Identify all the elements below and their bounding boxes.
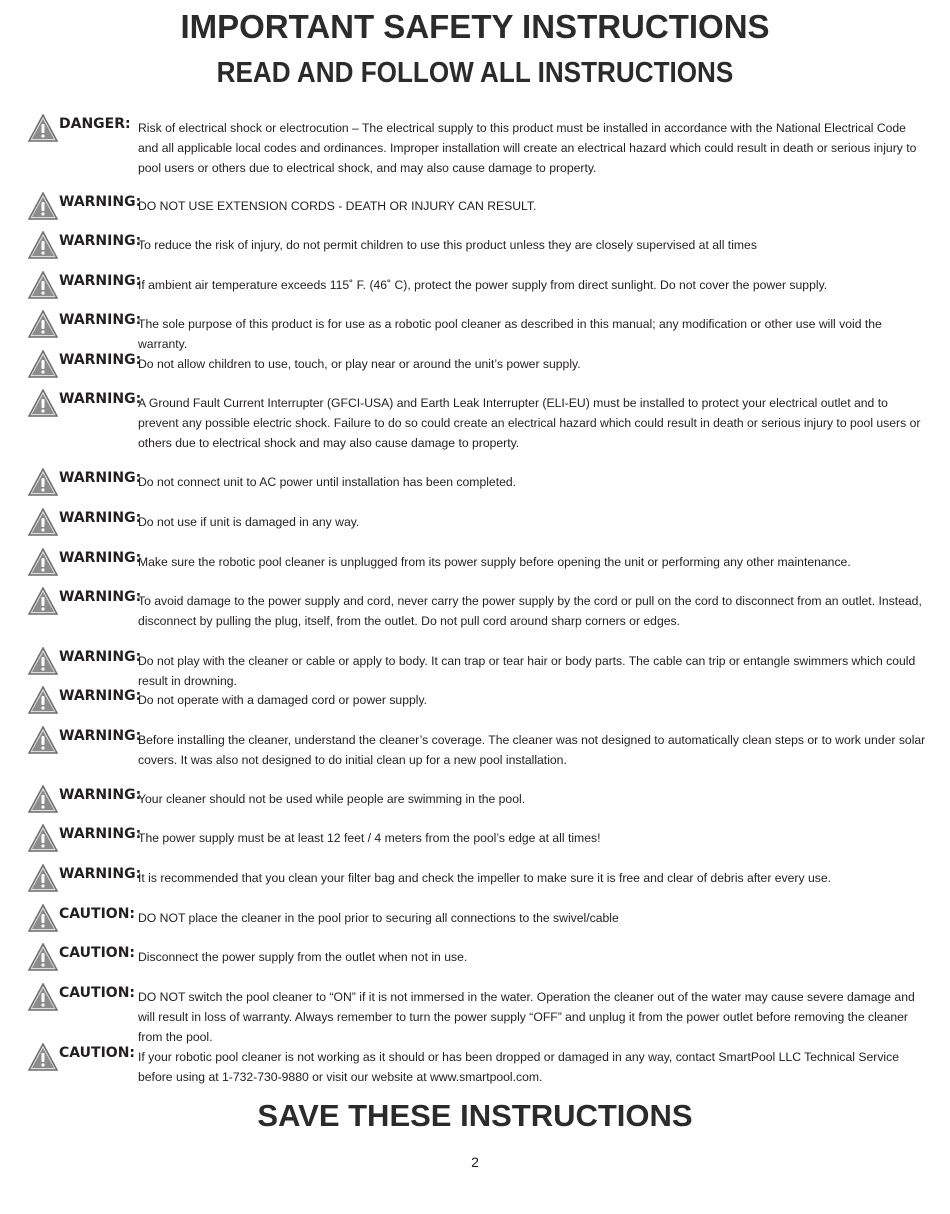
notice-text: Do not use if unit is damaged in any way. <box>138 515 360 529</box>
notice-label: CAUTION: <box>59 945 136 961</box>
warning-triangle-icon <box>28 310 58 338</box>
notice-text: Disconnect the power supply from the outlet when not in use. <box>138 950 468 964</box>
notice-label: WARNING: <box>59 194 142 210</box>
notice-text: Do not allow children to use, touch, or play near or around the unit’s power supply. <box>138 357 581 371</box>
warning-triangle-icon <box>28 726 58 754</box>
notice-label: WARNING: <box>59 391 142 407</box>
warning-triangle-icon <box>28 271 58 299</box>
notice-text: The sole purpose of this product is for use as a robotic pool cleaner as described in this manual; any modification or other use will void the warranty. <box>138 317 882 351</box>
notice-text: DO NOT place the cleaner in the pool prior to securing all connections to the swivel/cable <box>138 911 619 925</box>
warning-triangle-icon <box>28 904 58 932</box>
warning-triangle-icon <box>28 686 58 714</box>
warning-triangle-icon <box>28 114 58 142</box>
notice-label: CAUTION: <box>59 906 136 922</box>
notice-label: DANGER: <box>59 116 131 132</box>
notice-label: CAUTION: <box>59 985 136 1001</box>
warning-triangle-icon <box>28 192 58 220</box>
save-instructions-heading: SAVE THESE INSTRUCTIONS <box>257 1098 693 1133</box>
notice-label: WARNING: <box>59 787 142 803</box>
notice-label: WARNING: <box>59 273 142 289</box>
warning-triangle-icon <box>28 824 58 852</box>
notice-text: To reduce the risk of injury, do not permit children to use this product unless they are closely supervised at all times <box>138 238 757 252</box>
page-subtitle: READ AND FOLLOW ALL INSTRUCTIONS <box>216 57 734 89</box>
notice-label: WARNING: <box>59 233 142 249</box>
warning-triangle-icon <box>28 983 58 1011</box>
notice-label: WARNING: <box>59 826 142 842</box>
notice-label: CAUTION: <box>59 1045 136 1061</box>
warning-triangle-icon <box>28 943 58 971</box>
notice-text: Before installing the cleaner, understand the cleaner’s coverage. The cleaner was not designed to automatically clean steps or to work under solar covers. It was also not designed to do initial clean up for a new pool installation. <box>138 733 926 767</box>
notice-text: If ambient air temperature exceeds 115˚ F. (46˚ C), protect the power supply from direct sunlight. Do not cover the power supply. <box>138 278 828 292</box>
notice-text: Make sure the robotic pool cleaner is unplugged from its power supply before opening the unit or performing any other maintenance. <box>138 555 851 569</box>
warning-triangle-icon <box>28 647 58 675</box>
warning-triangle-icon <box>28 468 58 496</box>
warning-triangle-icon <box>28 1043 58 1071</box>
notice-label: WARNING: <box>59 312 142 328</box>
notice-text: Risk of electrical shock or electrocution – The electrical supply to this product must be installed in accordance with the National Electrical Code and all applicable local codes and ordinances. Improper installation will create an electrical hazard which could result in death or serious injury to pool users or others due to electrical shock, and may also cause damage to property. <box>138 121 917 175</box>
notice-text: DO NOT USE EXTENSION CORDS - DEATH OR INJURY CAN RESULT. <box>138 199 537 213</box>
warning-triangle-icon <box>28 389 58 417</box>
notice-text: To avoid damage to the power supply and cord, never carry the power supply by the cord or pull on the cord to disconnect from an outlet. Instead, disconnect by pulling the plug, itself, from the outlet. Do not pull cord around sharp corners or edges. <box>138 594 922 628</box>
warning-triangle-icon <box>28 548 58 576</box>
notice-text: Do not play with the cleaner or cable or apply to body. It can trap or tear hair or body parts. The cable can trip or entangle swimmers which could result in drowning. <box>138 654 916 688</box>
warning-triangle-icon <box>28 587 58 615</box>
notice-text: The power supply must be at least 12 feet / 4 meters from the pool’s edge at all times! <box>138 831 601 845</box>
warning-triangle-icon <box>28 350 58 378</box>
notice-label: WARNING: <box>59 510 142 526</box>
notice-text: A Ground Fault Current Interrupter (GFCI-USA) and Earth Leak Interrupter (ELI-EU) must be installed to protect your electrical outlet and to prevent any possible electric shock. Failure to do so could create an electrical hazard which could result in death or serious injury to pool users or others due to electrical shock and may also cause damage to property. <box>138 396 921 450</box>
warning-triangle-icon <box>28 785 58 813</box>
notice-label: WARNING: <box>59 550 142 566</box>
notice-text: Do not connect unit to AC power until installation has been completed. <box>138 475 517 489</box>
notice-label: WARNING: <box>59 866 142 882</box>
notice-text: Your cleaner should not be used while people are swimming in the pool. <box>138 792 526 806</box>
warning-triangle-icon <box>28 864 58 892</box>
notice-label: WARNING: <box>59 728 142 744</box>
notice-text: If your robotic pool cleaner is not working as it should or has been dropped or damaged in any way, contact SmartPool LLC Technical Service before using at 1-732-730-9880 or visit our website at www.smartpool.com. <box>138 1050 900 1084</box>
notice-label: WARNING: <box>59 688 142 704</box>
warning-triangle-icon <box>28 508 58 536</box>
notice-text: It is recommended that you clean your filter bag and check the impeller to make sure it is free and clear of debris after every use. <box>138 871 831 885</box>
notice-label: WARNING: <box>59 352 142 368</box>
page-number: 2 <box>471 1154 479 1170</box>
notice-text: DO NOT switch the pool cleaner to “ON” if it is not immersed in the water. Operation the cleaner out of the water may cause severe damage and will result in loss of warranty. Always remember to turn the power supply “OFF” and unplug it from the power outlet before removing the cleaner from the pool. <box>138 990 915 1044</box>
warning-triangle-icon <box>28 231 58 259</box>
notice-text: Do not operate with a damaged cord or power supply. <box>138 693 428 707</box>
notice-label: WARNING: <box>59 649 142 665</box>
notice-label: WARNING: <box>59 589 142 605</box>
page-title: IMPORTANT SAFETY INSTRUCTIONS <box>180 8 770 45</box>
notice-label: WARNING: <box>59 470 142 486</box>
